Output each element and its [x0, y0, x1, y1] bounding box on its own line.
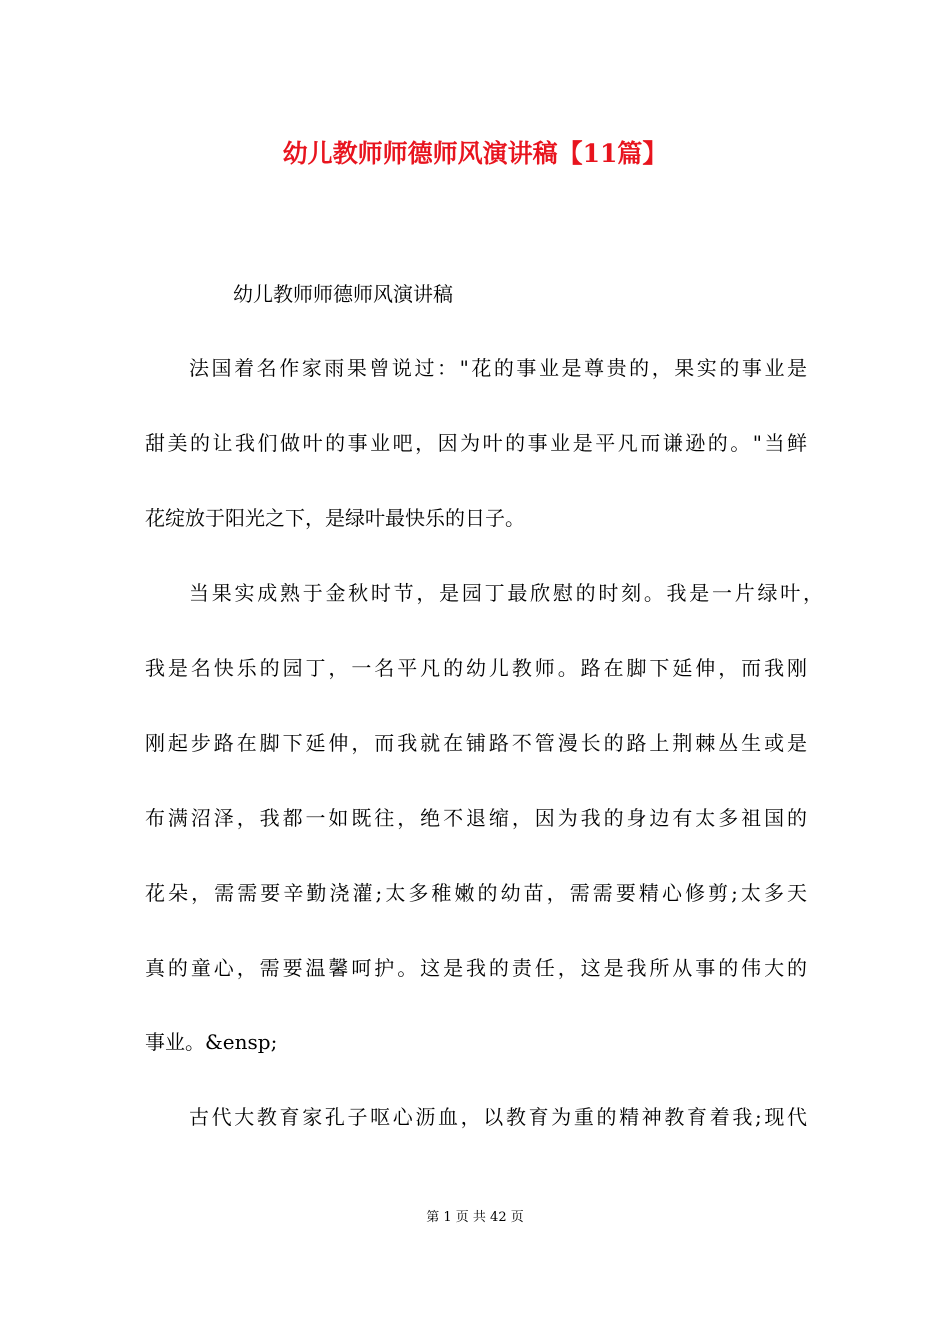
text-line-6: 刚起步路在脚下延伸，而我就在铺路不管漫长的路上荆棘丛生或是 — [145, 731, 807, 755]
text-line-5: 我是名快乐的园丁，一名平凡的幼儿教师。路在脚下延伸，而我刚 — [145, 656, 807, 680]
text-line-11: 古代大教育家孔子呕心沥血，以教育为重的精神教育着我;现代 — [189, 1105, 807, 1129]
section-heading: 幼儿教师师德师风演讲稿 — [233, 282, 453, 306]
text-line-1: 法国着名作家雨果曾说过："花的事业是尊贵的，果实的事业是 — [189, 356, 807, 380]
document-title: 幼儿教师师德师风演讲稿【11篇】 — [282, 139, 668, 168]
text-line-4: 当果实成熟于金秋时节，是园丁最欣慰的时刻。我是一片绿叶， — [189, 581, 823, 605]
text-line-10: 事业。&ensp; — [145, 1030, 278, 1054]
text-line-8: 花朵，需需要辛勤浇灌;太多稚嫩的幼苗，需需要精心修剪;太多天 — [145, 881, 807, 905]
text-line-7: 布满沼泽，我都一如既往，绝不退缩，因为我的身边有太多祖国的 — [145, 806, 807, 830]
page-number-footer: 第 1 页 共 42 页 — [426, 1210, 524, 1225]
text-line-3: 花绽放于阳光之下，是绿叶最快乐的日子。 — [145, 506, 525, 530]
text-line-2: 甜美的让我们做叶的事业吧，因为叶的事业是平凡而谦逊的。"当鲜 — [145, 431, 807, 455]
text-line-9: 真的童心，需要温馨呵护。这是我的责任，这是我所从事的伟大的 — [145, 956, 807, 980]
